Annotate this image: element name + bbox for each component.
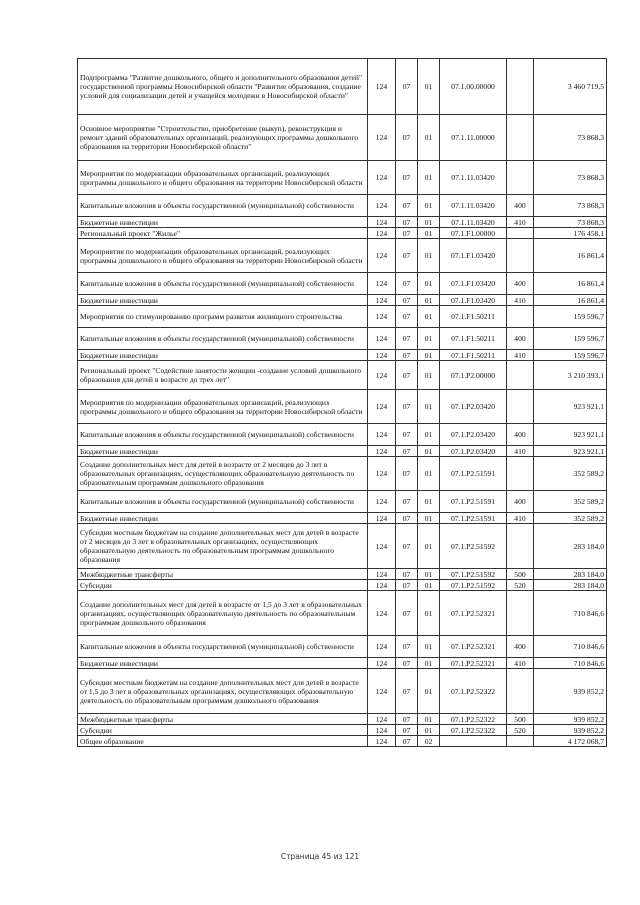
row-summa: 923 921,1 <box>534 446 607 457</box>
table-row <box>78 580 607 591</box>
row-vr <box>507 239 534 273</box>
row-summa: 159 596,7 <box>534 350 607 361</box>
row-summa: 3 210 393,1 <box>534 361 607 390</box>
table-row <box>78 491 607 513</box>
row-vr <box>507 457 534 491</box>
row-podrazdel: 01 <box>418 457 440 491</box>
row-summa: 283 184,0 <box>534 580 607 591</box>
row-summa: 939 852,2 <box>534 714 607 725</box>
row-name: Создание дополнительных мест для детей в возрасте от 1,5 до 3 лет в образовательных организациях, осуществляющих образовательную деятельность по образовательным программам дошкольного образования <box>78 591 368 636</box>
row-csr: 07.1.P2.52322 <box>440 669 507 714</box>
row-csr <box>440 736 507 747</box>
row-csr: 07.1.P2.52322 <box>440 714 507 725</box>
row-vr <box>507 736 534 747</box>
row-name: Капитальные вложения в объекты государственной (муниципальной) собственности <box>78 491 368 513</box>
table-body <box>78 59 607 747</box>
row-vr: 500 <box>507 569 534 580</box>
row-summa: 176 458,1 <box>534 228 607 239</box>
row-podrazdel: 01 <box>418 350 440 361</box>
row-vedomstvo: 124 <box>368 228 396 239</box>
row-summa: 73 868,3 <box>534 217 607 228</box>
row-podrazdel: 01 <box>418 669 440 714</box>
row-summa: 283 184,0 <box>534 569 607 580</box>
row-podrazdel: 01 <box>418 390 440 424</box>
row-razdel: 07 <box>396 59 418 115</box>
table-row <box>78 273 607 295</box>
row-vedomstvo: 124 <box>368 736 396 747</box>
table-row <box>78 228 607 239</box>
row-name: Капитальные вложения в объекты государственной (муниципальной) собственности <box>78 328 368 350</box>
row-razdel: 07 <box>396 491 418 513</box>
row-vr <box>507 306 534 328</box>
row-csr: 07.1.P2.51592 <box>440 524 507 569</box>
row-podrazdel: 01 <box>418 524 440 569</box>
table-row <box>78 513 607 524</box>
row-summa: 16 861,4 <box>534 273 607 295</box>
row-csr: 07.1.F1.03420 <box>440 239 507 273</box>
row-csr: 07.1.P2.52321 <box>440 591 507 636</box>
row-name: Мероприятия по стимулированию программ развития жилищного строительства <box>78 306 368 328</box>
row-name: Субсидии местным бюджетам на создание дополнительных мест для детей в возрасте от 1,5 до 3 лет в образовательных организациях, осуществляющих образовательную деятельность по образовательным программам дошкольного образования <box>78 669 368 714</box>
row-vr <box>507 669 534 714</box>
row-vedomstvo: 124 <box>368 350 396 361</box>
budget-table <box>77 58 607 747</box>
row-podrazdel: 01 <box>418 446 440 457</box>
row-summa: 352 589,2 <box>534 457 607 491</box>
row-vedomstvo: 124 <box>368 569 396 580</box>
row-razdel: 07 <box>396 195 418 217</box>
row-vedomstvo: 124 <box>368 115 396 161</box>
row-razdel: 07 <box>396 228 418 239</box>
row-vedomstvo: 124 <box>368 446 396 457</box>
row-vedomstvo: 124 <box>368 457 396 491</box>
row-vr <box>507 161 534 195</box>
row-name: Бюджетные инвестиции <box>78 446 368 457</box>
row-vedomstvo: 124 <box>368 328 396 350</box>
row-podrazdel: 01 <box>418 591 440 636</box>
row-name: Бюджетные инвестиции <box>78 513 368 524</box>
row-name: Бюджетные инвестиции <box>78 217 368 228</box>
row-vr: 410 <box>507 446 534 457</box>
row-razdel: 07 <box>396 306 418 328</box>
row-csr: 07.1.00.00000 <box>440 59 507 115</box>
row-vedomstvo: 124 <box>368 714 396 725</box>
row-razdel: 07 <box>396 217 418 228</box>
row-vr: 410 <box>507 350 534 361</box>
row-podrazdel: 01 <box>418 59 440 115</box>
table-row <box>78 714 607 725</box>
row-razdel: 07 <box>396 115 418 161</box>
row-vr: 410 <box>507 217 534 228</box>
row-vedomstvo: 124 <box>368 273 396 295</box>
row-csr: 07.1.P2.03420 <box>440 446 507 457</box>
row-razdel: 07 <box>396 658 418 669</box>
row-name: Межбюджетные трансферты <box>78 714 368 725</box>
row-vedomstvo: 124 <box>368 669 396 714</box>
row-name: Мероприятия по модернизации образовательных организаций, реализующих программы дошкольного и общего образования на территории Новосибирской области <box>78 239 368 273</box>
row-razdel: 07 <box>396 350 418 361</box>
row-csr: 07.1.F1.50211 <box>440 306 507 328</box>
row-vedomstvo: 124 <box>368 513 396 524</box>
row-summa: 159 596,7 <box>534 328 607 350</box>
row-vr: 410 <box>507 295 534 306</box>
table-row <box>78 328 607 350</box>
row-podrazdel: 01 <box>418 239 440 273</box>
row-razdel: 07 <box>396 390 418 424</box>
row-podrazdel: 01 <box>418 228 440 239</box>
row-podrazdel: 01 <box>418 636 440 658</box>
row-razdel: 07 <box>396 580 418 591</box>
row-razdel: 07 <box>396 524 418 569</box>
row-vr: 400 <box>507 195 534 217</box>
row-csr: 07.1.11.03420 <box>440 217 507 228</box>
row-name: Мероприятия по модернизации образовательных организаций, реализующих программы дошкольного и общего образования на территории Новосибирской области <box>78 390 368 424</box>
table-row <box>78 669 607 714</box>
table-row <box>78 390 607 424</box>
row-vedomstvo: 124 <box>368 491 396 513</box>
table-row <box>78 569 607 580</box>
row-name: Субсидии <box>78 580 368 591</box>
row-razdel: 07 <box>396 328 418 350</box>
row-name: Мероприятия по модернизации образовательных организаций, реализующих программы дошкольного и общего образования на территории Новосибирской области <box>78 161 368 195</box>
row-vr: 400 <box>507 491 534 513</box>
row-summa: 352 589,2 <box>534 491 607 513</box>
row-razdel: 07 <box>396 736 418 747</box>
table-row <box>78 524 607 569</box>
row-razdel: 07 <box>396 636 418 658</box>
row-podrazdel: 01 <box>418 328 440 350</box>
row-name: Капитальные вложения в объекты государственной (муниципальной) собственности <box>78 273 368 295</box>
table-row <box>78 306 607 328</box>
row-podrazdel: 01 <box>418 580 440 591</box>
row-name: Капитальные вложения в объекты государственной (муниципальной) собственности <box>78 424 368 446</box>
row-csr: 07.1.P2.52322 <box>440 725 507 736</box>
row-vedomstvo: 124 <box>368 580 396 591</box>
row-vedomstvo: 124 <box>368 725 396 736</box>
row-vr <box>507 591 534 636</box>
row-podrazdel: 01 <box>418 161 440 195</box>
row-vedomstvo: 124 <box>368 295 396 306</box>
row-name: Субсидии местным бюджетам на создание дополнительных мест для детей в возрасте от 2 месяцев до 3 лет в образовательных организациях, осуществляющих образовательную деятельность по образовательным программам дошкольного образования <box>78 524 368 569</box>
row-podrazdel: 01 <box>418 295 440 306</box>
row-summa: 352 589,2 <box>534 513 607 524</box>
row-csr: 07.1.F1.50211 <box>440 328 507 350</box>
row-csr: 07.1.P2.51592 <box>440 569 507 580</box>
table-row <box>78 591 607 636</box>
row-name: Региональный проект "Жилье" <box>78 228 368 239</box>
row-vr <box>507 390 534 424</box>
row-name: Капитальные вложения в объекты государственной (муниципальной) собственности <box>78 195 368 217</box>
table-row <box>78 736 607 747</box>
row-name: Основное мероприятие "Строительство, приобретение (выкуп), реконструкция и ремонт зданий образовательных организаций, реализующих программы дошкольного образования на территории Новосибирской области" <box>78 115 368 161</box>
row-podrazdel: 01 <box>418 217 440 228</box>
row-vedomstvo: 124 <box>368 217 396 228</box>
row-podrazdel: 01 <box>418 115 440 161</box>
row-razdel: 07 <box>396 239 418 273</box>
row-vedomstvo: 124 <box>368 524 396 569</box>
row-podrazdel: 01 <box>418 273 440 295</box>
row-summa: 73 868,3 <box>534 195 607 217</box>
table-row <box>78 361 607 390</box>
row-summa: 3 460 719,5 <box>534 59 607 115</box>
row-podrazdel: 01 <box>418 725 440 736</box>
row-razdel: 07 <box>396 161 418 195</box>
row-vedomstvo: 124 <box>368 59 396 115</box>
row-csr: 07.1.11.00000 <box>440 115 507 161</box>
row-podrazdel: 02 <box>418 736 440 747</box>
table-row <box>78 636 607 658</box>
row-vr: 400 <box>507 636 534 658</box>
row-csr: 07.1.P2.00000 <box>440 361 507 390</box>
row-vedomstvo: 124 <box>368 424 396 446</box>
table-row <box>78 424 607 446</box>
row-vr <box>507 361 534 390</box>
row-razdel: 07 <box>396 361 418 390</box>
row-podrazdel: 01 <box>418 361 440 390</box>
row-vedomstvo: 124 <box>368 361 396 390</box>
row-podrazdel: 01 <box>418 195 440 217</box>
table-row <box>78 161 607 195</box>
row-podrazdel: 01 <box>418 714 440 725</box>
row-name: Общее образование <box>78 736 368 747</box>
table-row <box>78 295 607 306</box>
row-vedomstvo: 124 <box>368 390 396 424</box>
table-row <box>78 446 607 457</box>
row-podrazdel: 01 <box>418 569 440 580</box>
row-vr: 410 <box>507 658 534 669</box>
row-csr: 07.1.P2.51591 <box>440 457 507 491</box>
row-csr: 07.1.P2.03420 <box>440 390 507 424</box>
row-podrazdel: 01 <box>418 491 440 513</box>
table-row <box>78 115 607 161</box>
table-row <box>78 457 607 491</box>
row-summa: 73 868,3 <box>534 161 607 195</box>
row-name: Подпрограмма "Развитие дошкольного, общего и дополнительного образования детей" государственной программы Новосибирской области "Развитие образования, создание условий для социализации детей и учащейся молодежи в Новосибирской области" <box>78 59 368 115</box>
row-name: Бюджетные инвестиции <box>78 350 368 361</box>
page-number: Страница 45 из 121 <box>280 852 360 861</box>
row-summa: 923 921,1 <box>534 390 607 424</box>
row-summa: 939 852,2 <box>534 669 607 714</box>
row-summa: 73 868,3 <box>534 115 607 161</box>
row-razdel: 07 <box>396 457 418 491</box>
row-razdel: 07 <box>396 591 418 636</box>
row-vr: 410 <box>507 513 534 524</box>
table-row <box>78 350 607 361</box>
row-vr <box>507 115 534 161</box>
row-razdel: 07 <box>396 669 418 714</box>
row-podrazdel: 01 <box>418 306 440 328</box>
row-name: Создание дополнительных мест для детей в возрасте от 2 месяцев до 3 лет в образовательных организациях, осуществляющих образовательную деятельность по образовательным программам дошкольного образования <box>78 457 368 491</box>
row-csr: 07.1.F1.03420 <box>440 273 507 295</box>
row-vr: 520 <box>507 580 534 591</box>
row-vedomstvo: 124 <box>368 658 396 669</box>
row-name: Капитальные вложения в объекты государственной (муниципальной) собственности <box>78 636 368 658</box>
row-vedomstvo: 124 <box>368 195 396 217</box>
row-razdel: 07 <box>396 725 418 736</box>
row-name: Бюджетные инвестиции <box>78 295 368 306</box>
row-podrazdel: 01 <box>418 424 440 446</box>
row-name: Региональный проект "Содействие занятости женщин -создание условий дошкольного образования для детей в возрасте до трех лет" <box>78 361 368 390</box>
table-row <box>78 658 607 669</box>
row-csr: 07.1.F1.00000 <box>440 228 507 239</box>
row-vedomstvo: 124 <box>368 591 396 636</box>
row-summa: 710 846,6 <box>534 591 607 636</box>
table-row <box>78 59 607 115</box>
row-razdel: 07 <box>396 295 418 306</box>
row-vr <box>507 524 534 569</box>
row-vr <box>507 59 534 115</box>
row-vedomstvo: 124 <box>368 239 396 273</box>
row-csr: 07.1.P2.52321 <box>440 636 507 658</box>
row-csr: 07.1.F1.03420 <box>440 295 507 306</box>
row-name: Бюджетные инвестиции <box>78 658 368 669</box>
row-summa: 16 861,4 <box>534 295 607 306</box>
row-summa: 939 852,2 <box>534 725 607 736</box>
row-podrazdel: 01 <box>418 513 440 524</box>
row-summa: 710 846,6 <box>534 636 607 658</box>
row-summa: 159 596,7 <box>534 306 607 328</box>
table-row <box>78 725 607 736</box>
row-vr: 400 <box>507 328 534 350</box>
row-vedomstvo: 124 <box>368 636 396 658</box>
row-csr: 07.1.P2.51591 <box>440 513 507 524</box>
row-razdel: 07 <box>396 569 418 580</box>
row-razdel: 07 <box>396 714 418 725</box>
row-vr: 520 <box>507 725 534 736</box>
row-csr: 07.1.11.03420 <box>440 195 507 217</box>
row-vr: 500 <box>507 714 534 725</box>
row-csr: 07.1.P2.51592 <box>440 580 507 591</box>
row-csr: 07.1.P2.03420 <box>440 424 507 446</box>
row-name: Межбюджетные трансферты <box>78 569 368 580</box>
row-summa: 4 172 068,7 <box>534 736 607 747</box>
row-razdel: 07 <box>396 446 418 457</box>
row-csr: 07.1.P2.51591 <box>440 491 507 513</box>
row-vedomstvo: 124 <box>368 306 396 328</box>
row-summa: 283 184,0 <box>534 524 607 569</box>
row-summa: 710 846,6 <box>534 658 607 669</box>
row-vr: 400 <box>507 273 534 295</box>
row-vr <box>507 228 534 239</box>
row-podrazdel: 01 <box>418 658 440 669</box>
table-row <box>78 217 607 228</box>
row-razdel: 07 <box>396 273 418 295</box>
row-razdel: 07 <box>396 513 418 524</box>
row-name: Субсидии <box>78 725 368 736</box>
row-vedomstvo: 124 <box>368 161 396 195</box>
row-csr: 07.1.11.03420 <box>440 161 507 195</box>
row-summa: 923 921,1 <box>534 424 607 446</box>
table-row <box>78 239 607 273</box>
row-razdel: 07 <box>396 424 418 446</box>
row-vr: 400 <box>507 424 534 446</box>
row-summa: 16 861,4 <box>534 239 607 273</box>
table-row <box>78 195 607 217</box>
row-csr: 07.1.P2.52321 <box>440 658 507 669</box>
row-csr: 07.1.F1.50211 <box>440 350 507 361</box>
